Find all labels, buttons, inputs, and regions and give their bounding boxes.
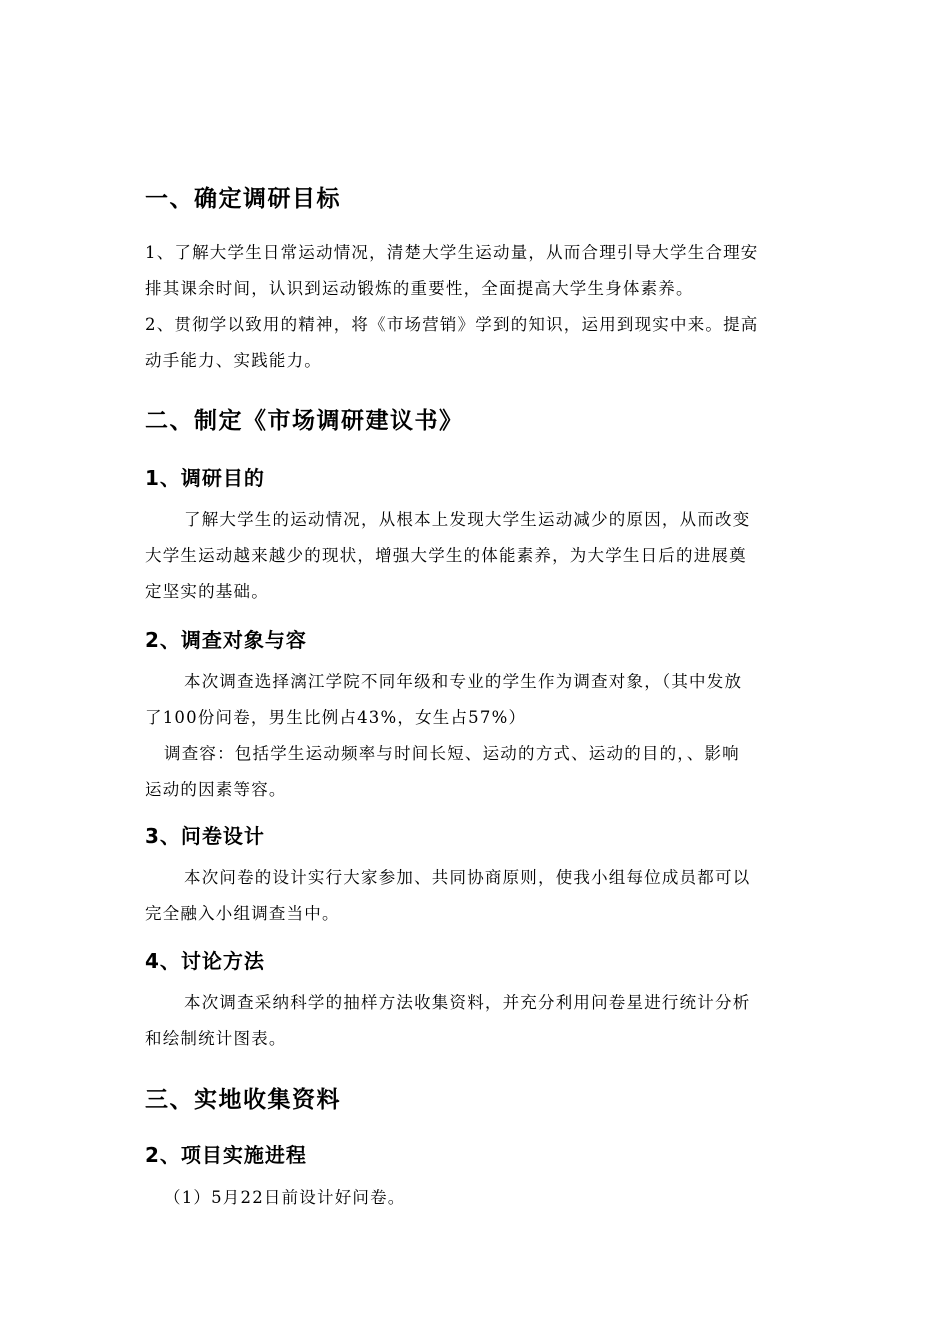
paragraph-line: 和绘制统计图表。: [145, 1029, 287, 1048]
section-title-3: 三、实地收集资料: [145, 1087, 341, 1113]
subsection-title: 2、项目实施进程: [145, 1143, 307, 1167]
paragraph-line: 2、贯彻学以致用的精神，将《市场营销》学到的知识，运用到现实中来。提高: [145, 315, 759, 334]
paragraph-line: 本次调查选择漓江学院不同年级和专业的学生作为调查对象，（其中发放: [184, 672, 743, 691]
paragraph-line: 了100份问卷，男生比例占43%，女生占57%）: [145, 708, 527, 727]
paragraph-line: 定坚实的基础。: [145, 582, 269, 601]
subsection-title: 3、问卷设计: [145, 824, 265, 848]
subsection-title: 4、讨论方法: [145, 949, 265, 973]
paragraph-line: 排其课余时间，认识到运动锻炼的重要性，全面提高大学生身体素养。: [145, 279, 694, 298]
section-title-2: 二、制定《市场调研建议书》: [145, 408, 464, 434]
section-title-1: 一、确定调研目标: [145, 186, 341, 212]
paragraph-line: 大学生运动越来越少的现状，增强大学生的体能素养，为大学生日后的进展奠: [145, 546, 747, 565]
paragraph-line: 本次调查采纳科学的抽样方法收集资料，并充分利用问卷星进行统计分析: [184, 993, 751, 1012]
subsection-title: 2、调查对象与容: [145, 628, 307, 652]
paragraph-line: 动手能力、实践能力。: [145, 351, 322, 370]
paragraph-line: 1、了解大学生日常运动情况，清楚大学生运动量，从而合理引导大学生合理安: [145, 243, 759, 262]
paragraph-line: 运动的因素等容。: [145, 780, 287, 799]
subsection-title: 1、调研目的: [145, 466, 265, 490]
paragraph-line: 了解大学生的运动情况，从根本上发现大学生运动减少的原因，从而改变: [184, 510, 751, 529]
paragraph-line: 调查容：包括学生运动频率与时间长短、运动的方式、运动的目的，、影响: [164, 744, 740, 763]
paragraph-line: （1）5月22日前设计好问卷。: [164, 1188, 406, 1207]
paragraph-line: 完全融入小组调查当中。: [145, 904, 340, 923]
paragraph-line: 本次问卷的设计实行大家参加、共同协商原则，使我小组每位成员都可以: [184, 868, 751, 887]
